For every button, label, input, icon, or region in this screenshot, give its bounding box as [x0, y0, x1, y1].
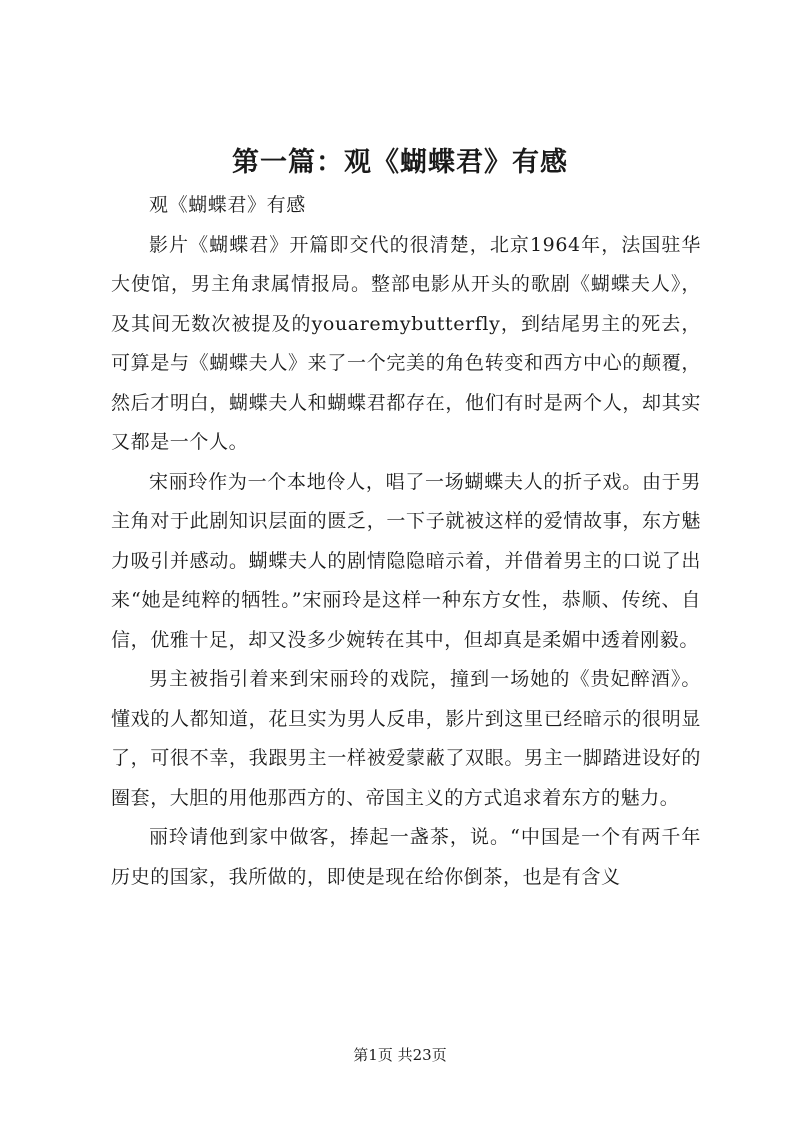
paragraph: 男主被指引着来到宋丽玲的戏院，撞到一场她的《贵妃醉酒》。懂戏的人都知道，花旦实为男人反串，影片到这里已经暗示的很明显了，可很不幸，我跟男主一样被爱蒙蔽了双眼。男主一脚踏进设好的圈套，大胆的用他那西方的、帝国主义的方式追求着东方的魅力。 [111, 668, 701, 809]
document-body [111, 186, 701, 897]
paragraph: 丽玲请他到家中做客，捧起一盏茶，说。“中国是一个有两千年历史的国家，我所做的，即使是现在给你倒茶，也是有含义 [111, 826, 701, 888]
paragraph: 影片《蝴蝶君》开篇即交代的很清楚，北京1964年，法国驻华大使馆，男主角隶属情报局。整部电影从开头的歌剧《蝴蝶夫人》，及其间无数次被提及的youaremybutterfly，到结尾男主的死去，可算是与《蝴蝶夫人》来了一个完美的角色转变和西方中心的颠覆，然后才明白，蝴蝶夫人和蝴蝶君都存在，他们有时是两个人，却其实又都是一个人。 [111, 233, 701, 453]
document-title: 第一篇：观《蝴蝶君》有感 [232, 147, 568, 178]
page-number-footer: 第1页 共23页 [353, 1046, 447, 1064]
document-subtitle: 观《蝴蝶君》有感 [149, 194, 306, 216]
paragraph: 宋丽玲作为一个本地伶人，唱了一场蝴蝶夫人的折子戏。由于男主角对于此剧知识层面的匮乏，一下子就被这样的爱情故事，东方魅力吸引并感动。蝴蝶夫人的剧情隐隐暗示着，并借着男主的口说了出来“她是纯粹的牺牲。”宋丽玲是这样一种东方女性，恭顺、传统、自信，优雅十足，却又没多少婉转在其中，但却真是柔媚中透着刚毅。 [111, 470, 701, 651]
